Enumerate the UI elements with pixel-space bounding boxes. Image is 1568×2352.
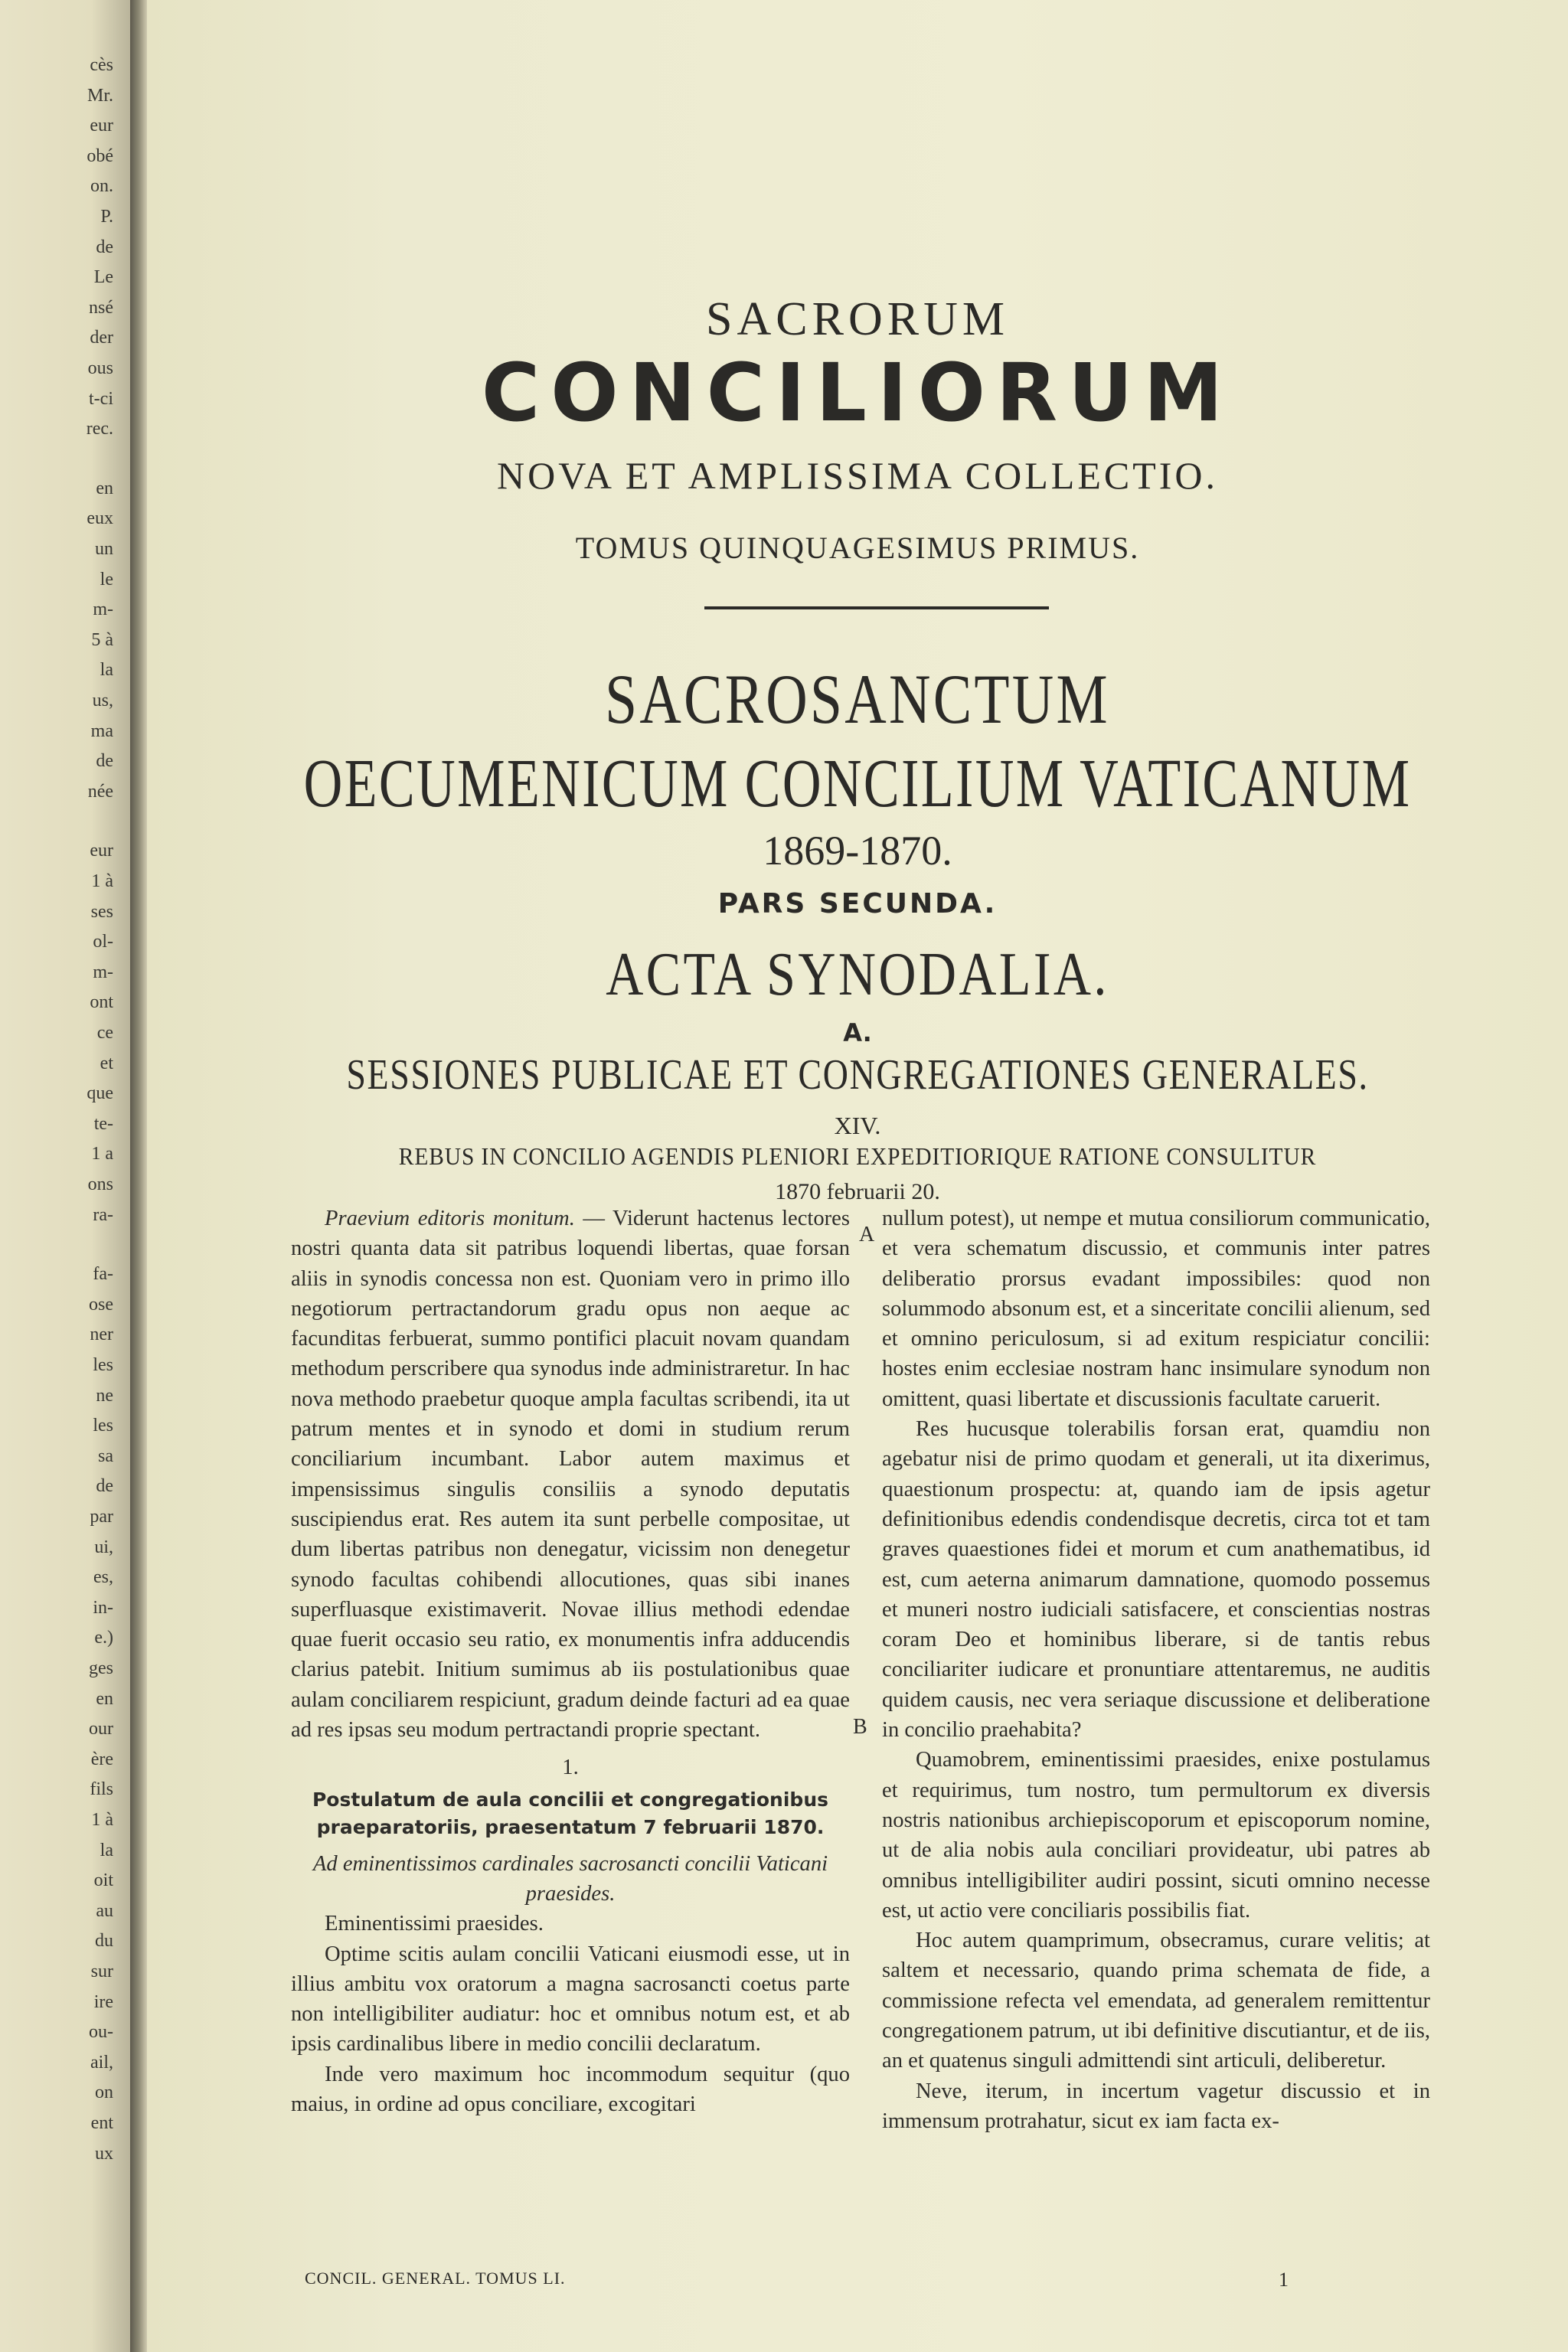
paragraph: Neve, iterum, in incertum vagetur discussio et in immensum protrahatur, sicut ex iam facta ex- — [882, 2079, 1430, 2133]
previous-page-fragment: par — [90, 1507, 113, 1527]
previous-page-fragment: Mr. — [87, 85, 113, 106]
previous-page-fragment: la — [100, 660, 113, 681]
title-divider — [704, 606, 1049, 609]
previous-page-fragment: de — [96, 1476, 113, 1497]
previous-page-fragment: et — [100, 1053, 113, 1073]
paragraph: Res hucusque tolerabilis forsan erat, quamdiu non agebatur nisi de primo quodam et generali, ut ita dixerimus, quaestionum prospectu: at, quando iam de ipsis agetur definitionibus edendis condendisque decretis, circa tot et tam graves quaestiones fidei et morum et cum anathematibus, id est, cum aeterna animarum damnatione, quomodo possemus et muneri nostro iudiciali satisfacere, et conscientias nostras coram Deo et hominibus liberare, si de tantis rebus conciliariter iudicare et pronuntiare attentaremus, ne auditis quidem causis, nec vera seriaque discussione et deliberatione in concilio praehabita? — [882, 1417, 1430, 1743]
previous-page-fragment: les — [93, 1355, 113, 1375]
previous-page-fragment: nsé — [89, 297, 113, 318]
title-sacrorum: SACRORUM — [706, 293, 1009, 345]
previous-page-fragment: ère — [90, 1749, 113, 1769]
previous-page-fragment: ui, — [94, 1537, 113, 1557]
section-title: SESSIONES PUBLICAE ET CONGREGATIONES GENERALES. — [346, 1051, 1369, 1099]
chapter-title: REBUS IN CONCILIO AGENDIS PLENIORI EXPEDITIORIQUE RATIONE CONSULITUR — [398, 1142, 1317, 1170]
part-title: PARS SECUNDA. — [717, 888, 998, 920]
previous-page-fragment: oit — [93, 1870, 113, 1891]
chapter-number: XIV. — [834, 1112, 881, 1139]
previous-page-fragment: ges — [89, 1658, 113, 1678]
section-letter: A. — [843, 1018, 872, 1047]
previous-page-fragment: en — [96, 478, 113, 498]
book-page — [147, 0, 1568, 2352]
paragraph: Optime scitis aulam concilii Vaticani eiusmodi esse, ut in illius ambitu vox oratorum a magna sacrosancti coetus parte non intelligibiliter audiatur: hoc et omnibus notum est, et ab ipsis cardinalibus libere in medio concilii declaratum. — [291, 1942, 850, 2056]
previous-page-fragment: on — [95, 2082, 113, 2103]
salutation: Eminentissimi praesides. — [325, 1912, 544, 1936]
previous-page-fragment: ous — [87, 358, 113, 378]
volume-title: TOMUS QUINQUAGESIMUS PRIMUS. — [575, 531, 1140, 565]
previous-page-strip — [0, 0, 130, 2352]
previous-page-fragment: es, — [93, 1567, 113, 1588]
previous-page-fragment: Le — [93, 267, 113, 288]
previous-page-fragment: le — [100, 569, 113, 590]
previous-page-fragment: 5 à — [91, 629, 113, 650]
document-number: 1. — [562, 1756, 579, 1780]
previous-page-fragment: e.) — [94, 1628, 113, 1648]
editor-notice-text: — Viderunt hactenus lectores nostri quanta data sit patribus loquendi libertas, quae forsan aliis in synodis concessa non est. Quoniam vero in primo illo negotiorum pertractandorum gradu opus non aeque ac facunditas ferbuerat, summo pontifici placuit novam quandam methodum perscribere qua synodus inde administraretur. In hac nova methodo praebetur quoque ampla facultas scribendi, ita ut patrum mentes et in synodo et domi in studium rerum conciliarium incumbant. Labor autem maximus et impensissimus singulis consiliis a synodo deputatis suscipiendus erat. Res autem ita sunt perbelle compositae, ut dum libertas patribus non denegatur, vicissim non denegetur synodo facultas cohibendi allocutiones, quas sibi inanes superfluasque existimaverit. Novae illius methodi edendae quae fuerit occasio seu ratio, ex monumentis infra adducendis clarius patebit. Initium sumimus ab iis postulationibus quae aulam conciliarem respiciunt, gradum deinde facturi ad ea quae ad res ipsas seu modum pertractandi proprie spectant. — [291, 1207, 850, 1743]
previous-page-fragment: 1 à — [91, 871, 113, 891]
previous-page-fragment: on. — [90, 176, 113, 197]
previous-page-fragment: ma — [90, 720, 113, 741]
previous-page-fragment: in- — [93, 1597, 113, 1618]
previous-page-fragment: ce — [96, 1023, 113, 1043]
previous-page-fragment: eux — [87, 508, 113, 529]
address-line: Ad eminentissimos cardinales sacrosancti concilii Vaticani praesides. — [312, 1851, 828, 1906]
margin-letter-b: B — [853, 1715, 867, 1739]
previous-page-fragment: ses — [90, 901, 113, 922]
paragraph: Quamobrem, eminentissimi praesides, enixe postulamus et requirimus, tum nostro, tum permultorum ex diversis nostris nationibus archiepiscoporum et episcoporum nomine, ut de alia nobis aula conciliari provideatur, ubi patres ab omnibus intelligibiliter audiri possint, sicuti omnino necesse est, ut actio vere conciliaris possibilis fiat. — [882, 1748, 1430, 1922]
title-sacrosanctum: SACROSANCTUM — [605, 660, 1110, 738]
previous-page-fragment: fils — [90, 1779, 113, 1800]
editor-notice — [291, 1204, 850, 1745]
previous-page-fragment: la — [100, 1840, 113, 1860]
left-column — [291, 1204, 850, 2119]
previous-page-fragment: née — [87, 781, 113, 802]
previous-page-fragment: un — [95, 539, 113, 559]
previous-page-fragment: en — [96, 1688, 113, 1709]
previous-page-fragment: sa — [98, 1446, 113, 1466]
page-number: 1 — [1279, 2269, 1289, 2291]
right-column — [882, 1204, 1430, 2136]
chapter-date: 1870 februarii 20. — [775, 1179, 940, 1204]
title-oecumenicum: OECUMENICUM CONCILIUM VATICANUM — [303, 746, 1412, 822]
previous-page-fragment: ons — [87, 1174, 113, 1194]
previous-page-fragment: au — [96, 1900, 113, 1921]
previous-page-fragment: 1 a — [91, 1144, 113, 1165]
previous-page-fragment: fa- — [93, 1264, 113, 1285]
previous-page-fragment: eur — [90, 841, 113, 861]
editor-notice-label: Praevium editoris monitum. — [325, 1207, 575, 1230]
previous-page-fragment: les — [93, 1416, 113, 1436]
paragraph: Inde vero maximum hoc incommodum sequitur (quo maius, in ordine ad opus conciliare, excogitari — [291, 2062, 850, 2117]
paragraph: nullum potest), ut nempe et mutua consiliorum communicatio, et vera schematum discussio, et communis inter patres deliberatio prorsus evadant impossibiles: quod non solummodo absonum est, et a sinceritate concilii alienum, sed et omnino periculosum, si ad exitum respiciatur concilii: hostes enim ecclesiae nostram hanc insimulare synodum non omittent, quasi libertate et discussionis facultate caruerit. — [882, 1207, 1430, 1411]
previous-page-fragment: 1 à — [91, 1810, 113, 1830]
previous-page-fragment: t-ci — [89, 388, 113, 409]
footer-volume: CONCIL. GENERAL. TOMUS LI. — [305, 2269, 566, 2288]
previous-page-fragment: ose — [89, 1294, 113, 1315]
previous-page-fragment: ner — [90, 1325, 113, 1345]
previous-page-fragment: m- — [93, 962, 113, 982]
previous-page-fragment: te- — [93, 1113, 113, 1134]
previous-page-fragment: eur — [90, 116, 113, 136]
previous-page-fragment: que — [87, 1083, 113, 1104]
previous-page-fragment: rec. — [86, 419, 113, 439]
previous-page-fragment: de — [96, 237, 113, 257]
acta-title: ACTA SYNODALIA. — [606, 941, 1109, 1008]
previous-page-fragment: ent — [90, 2113, 113, 2133]
previous-page-fragment: ou- — [89, 2022, 113, 2043]
postulatum-title: Postulatum de aula concilii et congregationibus praeparatoriis, praesentatum 7 februarii 1870. — [312, 1788, 828, 1838]
previous-page-fragment: us, — [92, 691, 113, 710]
previous-page-fragment: ire — [93, 1991, 113, 2012]
previous-page-fragment: ol- — [93, 932, 113, 952]
previous-page-fragment: obé — [87, 145, 113, 166]
previous-page-fragment: P. — [100, 207, 113, 227]
previous-page-fragment: cès — [90, 55, 113, 75]
title-nova-collectio: NOVA ET AMPLISSIMA COLLECTIO. — [496, 454, 1219, 497]
previous-page-fragment: ont — [90, 992, 113, 1013]
previous-page-fragment: m- — [93, 599, 113, 620]
paragraph: Hoc autem quamprimum, obsecramus, curare velitis; at saltem et necessario, quando prima schemata de fide, a commissione refecta vel emendata, ad generalem remittentur congregationem patrum, ut ibi definitive discutiantur, et de iis, an et quatenus singuli admittendi sint articuli, deliberetur. — [882, 1929, 1430, 2073]
previous-page-fragment: der — [90, 328, 113, 348]
previous-page-fragment: ux — [95, 2143, 113, 2164]
previous-page-fragment: ra- — [93, 1204, 113, 1225]
title-conciliorum: CONCILIORUM — [481, 346, 1234, 439]
previous-page-fragment: de — [96, 751, 113, 772]
previous-page-fragment: du — [95, 1931, 113, 1952]
previous-page-fragment: ail, — [90, 2052, 113, 2073]
previous-page-fragment: our — [89, 1719, 113, 1740]
previous-page-fragment: ne — [96, 1385, 113, 1406]
previous-page-fragment: sur — [90, 1962, 113, 1981]
margin-letter-a: A — [859, 1223, 875, 1246]
book-gutter — [130, 0, 147, 2352]
council-years: 1869-1870. — [763, 828, 952, 874]
